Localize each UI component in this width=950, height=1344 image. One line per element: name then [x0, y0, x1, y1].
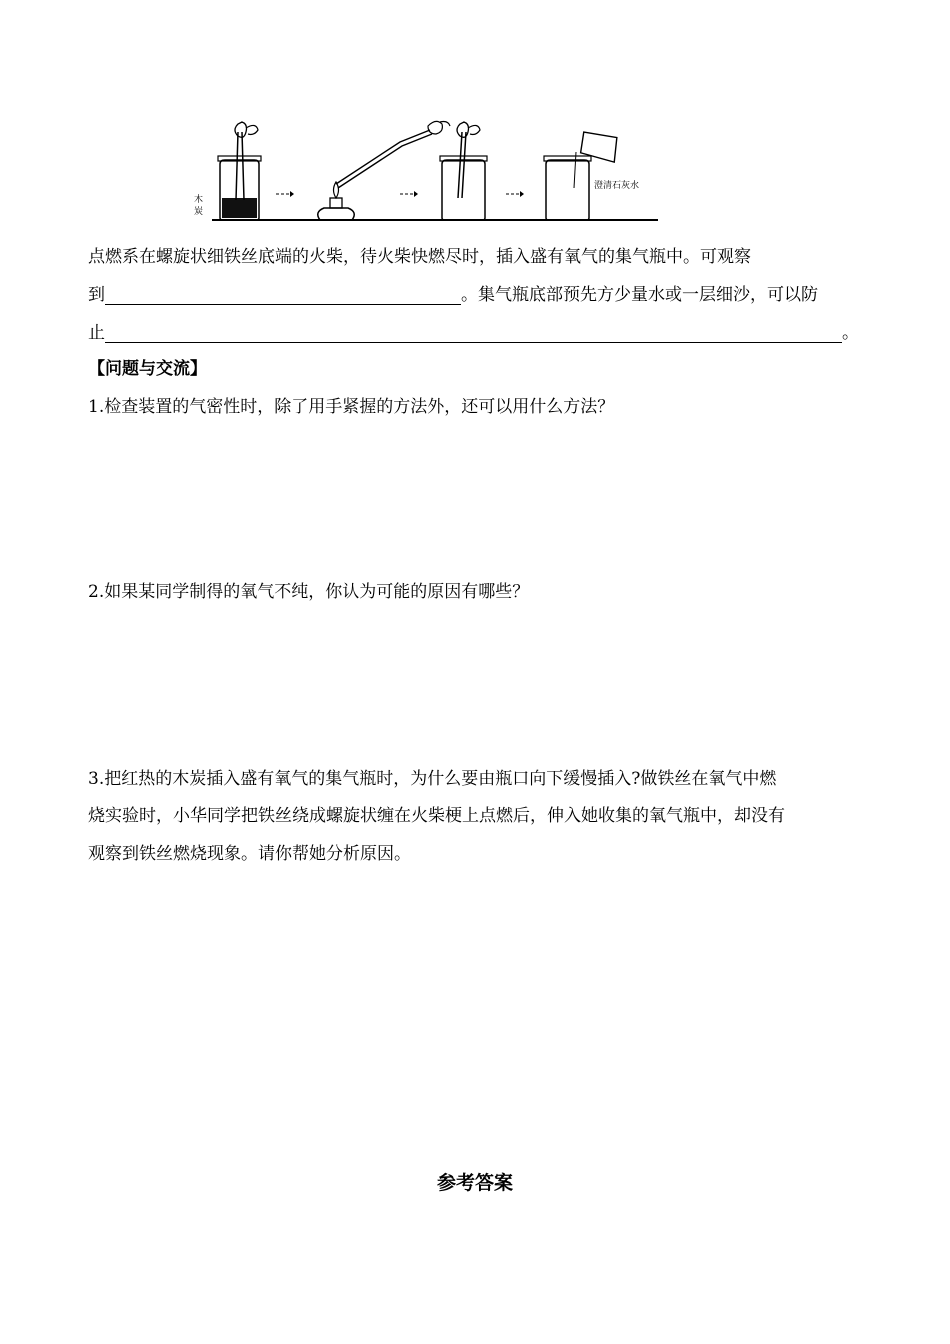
paragraph-text-2a: 到 — [88, 285, 105, 305]
jar-limewater — [544, 128, 620, 220]
limewater-label: 澄清石灰水 — [594, 181, 640, 191]
answer-title: 参考答案 — [436, 1172, 513, 1194]
jar-oxygen-insert — [440, 122, 487, 220]
section-title: 【问题与交流】 — [88, 359, 207, 379]
question-3-line-1 — [88, 769, 863, 789]
alcohol-lamp-heating — [318, 121, 450, 220]
paragraph-text-1: 点燃系在螺旋状细铁丝底端的火柴，待火柴快燃尽时，插入盛有氧气的集气瓶中。可观察 — [88, 247, 751, 267]
jar-with-charcoal — [218, 122, 261, 220]
paragraph-line-2 — [88, 285, 818, 305]
paragraph-line-3 — [88, 323, 859, 343]
question-2: 2.如果某同学制得的氧气不纯，你认为可能的原因有哪些？ — [88, 582, 530, 602]
question-1: 1.检查装置的气密性时，除了用手紧握的方法外，还可以用什么方法？ — [88, 397, 615, 417]
paragraph-text-2b: 。集气瓶底部预先方少量水或一层细沙，可以防 — [461, 285, 818, 305]
paragraph-text-3b: 。 — [842, 323, 859, 343]
paragraph-text-3a: 止 — [88, 323, 105, 343]
answer-blank-2[interactable] — [105, 324, 842, 343]
experiment-figure — [190, 112, 660, 230]
question-3-line-3: 观察到铁丝燃烧现象。请你帮她分析原因。 — [88, 844, 411, 864]
paragraph-line-1 — [88, 247, 863, 267]
question-3-line-2 — [88, 806, 863, 826]
question-3-text-1: 3.把红热的木炭插入盛有氧气的集气瓶时，为什么要由瓶口向下缓慢插入?做铁丝在氧气中燃 — [88, 769, 777, 789]
charcoal-label-2: 炭 — [194, 207, 204, 217]
question-3-text-2: 烧实验时，小华同学把铁丝绕成螺旋状缠在火柴梗上点燃后，伸入她收集的氧气瓶中，却没有 — [88, 806, 785, 826]
answer-blank-1[interactable] — [105, 286, 461, 305]
charcoal-label-1: 木 — [194, 195, 204, 205]
